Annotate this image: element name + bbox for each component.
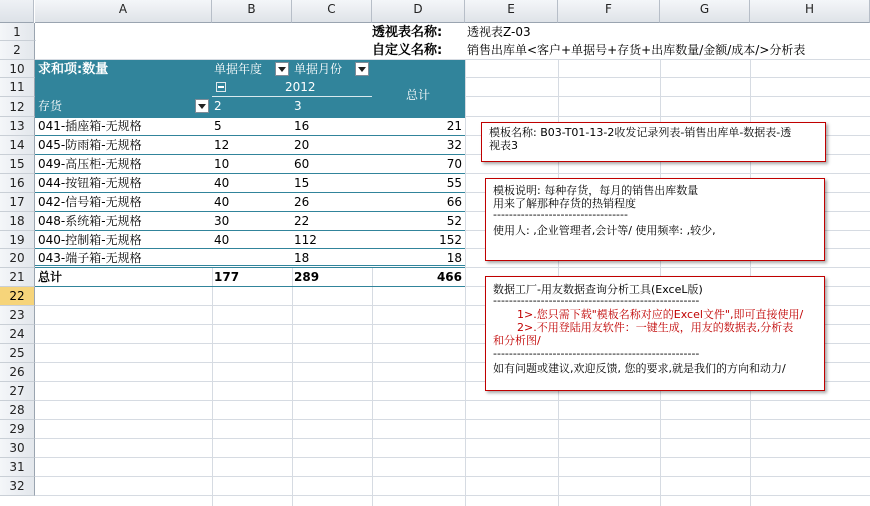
pivot-header-divider [35,117,465,118]
custom-name-label: 自定义名称: [372,43,443,58]
col-field-year[interactable]: 单据年度 [214,62,263,76]
collapse-year-button[interactable] [216,82,226,92]
pivot-cell-m2[interactable]: 5 [214,119,222,133]
pivot-cell-m3[interactable]: 60 [294,157,310,171]
factory-point-1: 1>.您只需下载"模板名称对应的Excel文件",即可直接使用/ [517,308,804,321]
pivot-cell-m2[interactable]: 10 [214,157,230,171]
grand-total-bottomline [35,286,465,287]
pivot-cell-total[interactable]: 66 [446,195,462,209]
pivot-cell-total[interactable]: 70 [446,157,462,171]
col-field-month[interactable]: 单据月份 [294,62,343,76]
factory-title: 数据工厂-用友数据查询分析工具(ExceL版) [493,283,703,296]
pivot-row-item[interactable]: 043-端子箱-无规格 [38,251,142,265]
pivot-cell-m2[interactable]: 40 [214,195,230,209]
data-factory-note[interactable] [485,276,825,391]
row-header-2[interactable]: 2 [0,41,35,60]
row-header-21[interactable]: 21 [0,268,35,287]
column-header-g[interactable]: G [660,0,750,23]
template-name-note[interactable] [481,122,826,162]
row-header-1[interactable]: 1 [0,23,35,41]
factory-point-2: 2>.不用登陆用友软件：一键生成，用友的数据表,分析表 [517,321,794,334]
template-desc-separator: ---------------------------------- [493,208,628,221]
pivot-cell-total[interactable]: 55 [446,176,462,190]
template-desc-note[interactable] [485,178,825,261]
row-header-30[interactable]: 30 [0,439,35,458]
pivot-cell-m3[interactable]: 18 [294,251,310,265]
pivot-cell-m2[interactable]: 40 [214,233,230,247]
pivot-row-item[interactable]: 049-高压柜-无规格 [38,157,142,171]
factory-contact: 如有问题或建议,欢迎反馈, 您的要求,就是我们的方向和动力/ [493,362,786,375]
row-header-14[interactable]: 14 [0,136,35,155]
pivot-name-value[interactable]: 透视表Z-03 [467,25,531,39]
row-header-27[interactable]: 27 [0,382,35,401]
row-header-28[interactable]: 28 [0,401,35,420]
pivot-cell-m2[interactable]: 30 [214,214,230,228]
grand-total-label[interactable]: 总计 [38,270,63,284]
column-header-f[interactable]: F [558,0,660,23]
pivot-cell-m3[interactable]: 16 [294,119,310,133]
row-header-22[interactable]: 22 [0,287,35,306]
column-header-h[interactable]: H [750,0,870,23]
row-header-32[interactable]: 32 [0,477,35,496]
select-all-corner[interactable] [0,0,34,23]
row-header-24[interactable]: 24 [0,325,35,344]
row-header-29[interactable]: 29 [0,420,35,439]
pivot-cell-m2[interactable]: 40 [214,176,230,190]
year-filter-dropdown[interactable] [275,62,289,76]
column-header-d[interactable]: D [372,0,465,23]
row-header-25[interactable]: 25 [0,344,35,363]
year-label: 2012 [285,80,316,94]
pivot-cell-m3[interactable]: 112 [294,233,317,247]
grid-hline [35,438,870,439]
row-header-13[interactable]: 13 [0,117,35,136]
pivot-cell-m3[interactable]: 15 [294,176,310,190]
custom-name-value[interactable]: 销售出库单<客户+单据号+存货+出库数量/金额/成本/>分析表 [467,43,806,57]
row-header-15[interactable]: 15 [0,155,35,174]
row-header-20[interactable]: 20 [0,249,35,268]
pivot-cell-total[interactable]: 21 [446,119,462,133]
row-header-18[interactable]: 18 [0,212,35,231]
row-header-26[interactable]: 26 [0,363,35,382]
grand-total-m3[interactable]: 289 [294,270,320,284]
pivot-cell-total[interactable]: 18 [446,251,462,265]
pivot-cell-m3[interactable]: 22 [294,214,310,228]
pivot-cell-m3[interactable]: 20 [294,138,310,152]
total-header: 总计 [405,88,430,102]
column-header-b[interactable]: B [212,0,292,23]
chevron-down-icon [358,67,366,72]
template-desc-line1: 模板说明: 每种存货，每月的销售出库数量 [493,184,699,197]
row-header-10[interactable]: 10 [0,60,35,78]
row-header-11[interactable]: 11 [0,78,35,97]
pivot-cell-total[interactable]: 52 [446,214,462,228]
grid-hline [35,419,870,420]
pivot-row-item[interactable]: 048-系统箱-无规格 [38,214,142,228]
minus-icon [218,86,224,88]
factory-separator-2: ---------------------------------------------------- [493,347,700,360]
row-header-16[interactable]: 16 [0,174,35,193]
grid-hline [35,476,870,477]
row-field-label[interactable]: 存货 [38,99,63,113]
row-header-19[interactable]: 19 [0,231,35,249]
column-header-a[interactable]: A [35,0,212,23]
pivot-row-item[interactable]: 042-信号箱-无规格 [38,195,142,209]
pivot-name-label: 透视表名称: [372,25,443,40]
factory-separator-1: ---------------------------------------------------- [493,294,700,307]
pivot-cell-m3[interactable]: 26 [294,195,310,209]
template-name-line1: 模板名称: B03-T01-13-2收发记录列表-销售出库单-数据表-透 [489,126,792,139]
month-header-2: 2 [214,99,222,113]
grid-hline [35,495,870,496]
chevron-down-icon [198,104,206,109]
month-header-3: 3 [294,99,302,113]
column-header-c[interactable]: C [292,0,372,23]
grid-hline [35,400,870,401]
pivot-cell-total[interactable]: 32 [446,138,462,152]
template-name-line2: 视表3 [489,139,518,152]
factory-point-2-cont: 和分析图/ [493,334,541,347]
grand-total-m2[interactable]: 177 [214,270,240,284]
row-field-filter-dropdown[interactable] [195,99,209,113]
month-filter-dropdown[interactable] [355,62,369,76]
pivot-cell-total[interactable]: 152 [439,233,462,247]
chevron-down-icon [278,67,286,72]
pivot-row-item[interactable]: 040-控制箱-无规格 [38,233,142,247]
column-header-e[interactable]: E [465,0,558,23]
pivot-cell-m2[interactable]: 12 [214,138,230,152]
row-header-17[interactable]: 17 [0,193,35,212]
grand-total-total[interactable]: 466 [436,270,462,284]
grid-hline [35,457,870,458]
pivot-value-label[interactable]: 求和项:数量 [38,62,109,77]
row-header-23[interactable]: 23 [0,306,35,325]
template-desc-line3: 使用人: ,企业管理者,会计等/ 使用频率: ,较少, [493,224,716,237]
row-header-31[interactable]: 31 [0,458,35,477]
row-header-12[interactable]: 12 [0,97,35,117]
pivot-row-item[interactable]: 045-防雨箱-无规格 [38,138,142,152]
pivot-row-item[interactable]: 044-按钮箱-无规格 [38,176,142,190]
template-desc-line2: 用来了解那种存货的热销程度 [493,197,636,210]
pivot-row-item[interactable]: 041-插座箱-无规格 [38,119,142,133]
